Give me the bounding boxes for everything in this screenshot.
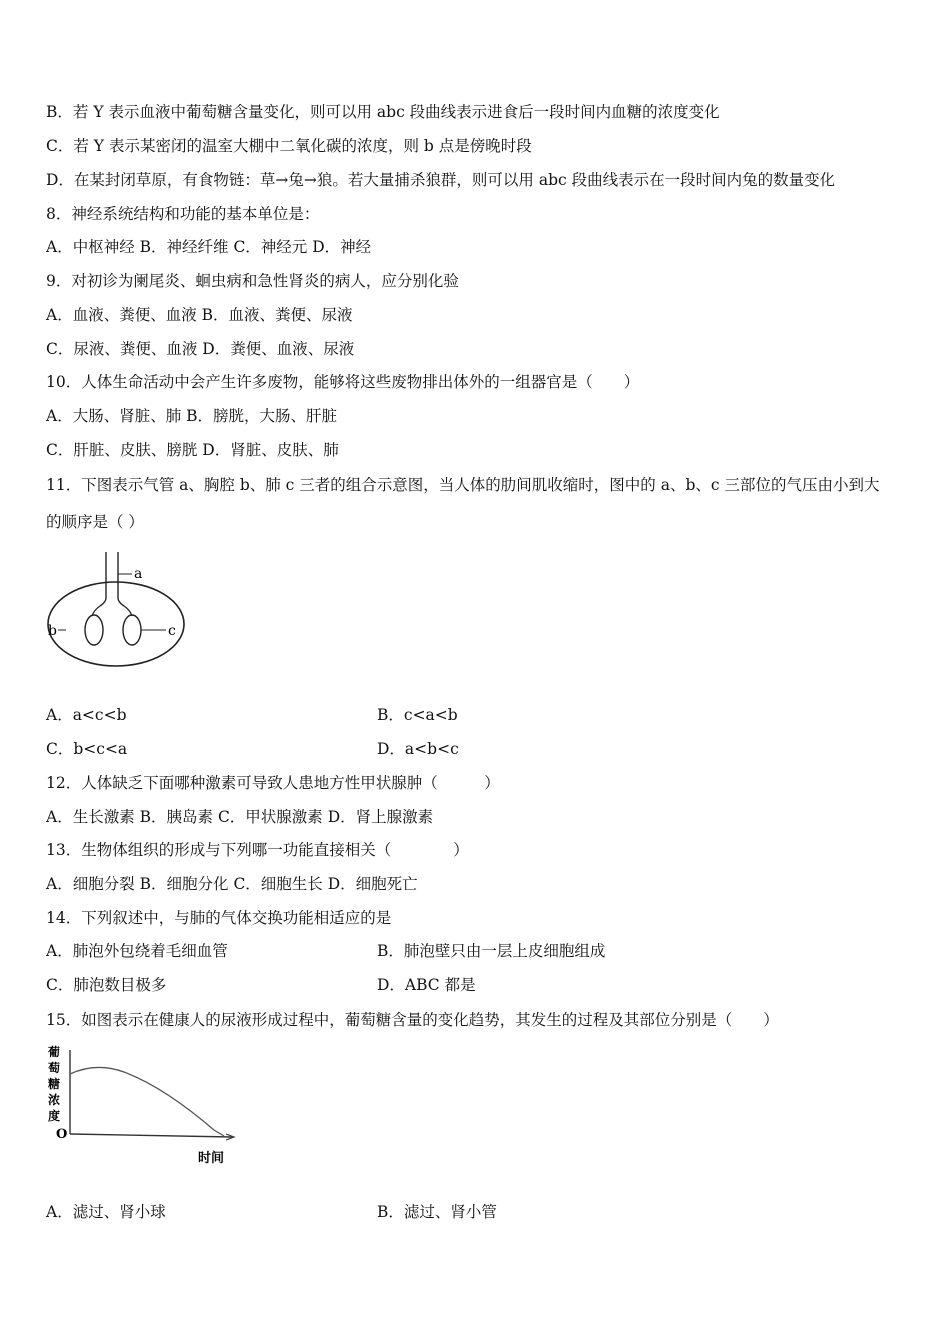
q11-option-c: C．b<c<a: [46, 740, 128, 758]
q13-stem: 13．生物体组织的形成与下列哪一功能直接相关（ ）: [46, 841, 469, 859]
y-label-char-2: 萄: [48, 1061, 61, 1075]
q14-option-c: C．肺泡数目极多: [46, 976, 167, 994]
q14-option-a: A．肺泡外包绕着毛细血管: [46, 942, 228, 960]
q14-option-b: B．肺泡壁只由一层上皮细胞组成: [377, 942, 606, 960]
q12-stem: 12．人体缺乏下面哪种激素可导致人患地方性甲状腺肿（ ）: [46, 774, 500, 792]
y-label-char-5: 度: [48, 1109, 61, 1123]
label-b: b: [48, 623, 57, 639]
x-axis: [70, 1134, 232, 1137]
q15-option-a: A．滤过、肾小球: [46, 1203, 166, 1221]
q13-options: A．细胞分裂 B．细胞分化 C．细胞生长 D．细胞死亡: [46, 875, 418, 893]
glucose-curve: [70, 1067, 224, 1136]
q10-options-row2: C．肝脏、皮肤、膀胱 D．肾脏、皮肤、肺: [46, 441, 339, 459]
q11-option-b: B．c<a<b: [377, 706, 458, 724]
q15-stem: 15．如图表示在健康人的尿液形成过程中，葡萄糖含量的变化趋势，其发生的过程及其部位分别是（ ）: [46, 1011, 779, 1029]
label-a: a: [134, 566, 143, 582]
right-lung: [123, 615, 141, 645]
y-label-char-1: 葡: [48, 1045, 61, 1059]
x-label: 时间: [198, 1151, 225, 1166]
q11-stem-line2: 的顺序是（ ）: [46, 513, 144, 531]
q9-stem: 9．对初诊为阑尾炎、蛔虫病和急性肾炎的病人，应分别化验: [46, 272, 459, 290]
q9-options-row1: A．血液、粪便、血液 B．血液、粪便、尿液: [46, 306, 353, 324]
q14-option-d: D．ABC 都是: [377, 976, 476, 994]
q15-glucose-graph: [44, 1042, 244, 1170]
q15-option-b: B．滤过、肾小管: [377, 1203, 497, 1221]
q7-option-b: B．若 Y 表示血液中葡萄糖含量变化，则可以用 abc 段曲线表示进食后一段时间内血糖的浓度变化: [46, 103, 720, 121]
trachea-left-wall: [100, 552, 106, 606]
q11-respiratory-diagram: [44, 550, 194, 670]
left-lung: [85, 615, 103, 645]
q7-option-c: C．若 Y 表示某密闭的温室大棚中二氧化碳的浓度，则 b 点是傍晚时段: [46, 137, 532, 155]
trachea-right-wall: [118, 552, 124, 606]
origin-label: O: [56, 1127, 68, 1142]
q11-stem-line1: 11．下图表示气管 a、胸腔 b、肺 c 三者的组合示意图，当人体的肋间肌收缩时，图中的 a、b、c 三部位的气压由小到大: [46, 476, 880, 494]
q10-options-row1: A．大肠、肾脏、肺 B．膀胱，大肠、肝脏: [46, 407, 338, 425]
label-c: c: [168, 623, 176, 639]
q14-stem: 14．下列叙述中，与肺的气体交换功能相适应的是: [46, 909, 392, 927]
q11-option-d: D．a<b<c: [377, 740, 459, 758]
q9-options-row2: C．尿液、粪便、血液 D．粪便、血液、尿液: [46, 340, 355, 358]
q10-stem: 10．人体生命活动中会产生许多废物，能够将这些废物排出体外的一组器官是（ ）: [46, 373, 640, 391]
q7-option-d: D．在某封闭草原，有食物链：草→兔→狼。若大量捕杀狼群，则可以用 abc 段曲线表示在一段时间内兔的数量变化: [46, 171, 836, 189]
q11-option-a: A．a<c<b: [46, 706, 127, 724]
thorax-outline: [48, 582, 184, 666]
q8-stem: 8．神经系统结构和功能的基本单位是：: [46, 205, 320, 223]
q12-options: A．生长激素 B．胰岛素 C．甲状腺激素 D．肾上腺激素: [46, 808, 434, 826]
y-label-char-3: 糖: [48, 1077, 61, 1091]
y-label-char-4: 浓: [48, 1093, 61, 1107]
q8-options: A．中枢神经 B．神经纤维 C．神经元 D．神经: [46, 238, 372, 256]
